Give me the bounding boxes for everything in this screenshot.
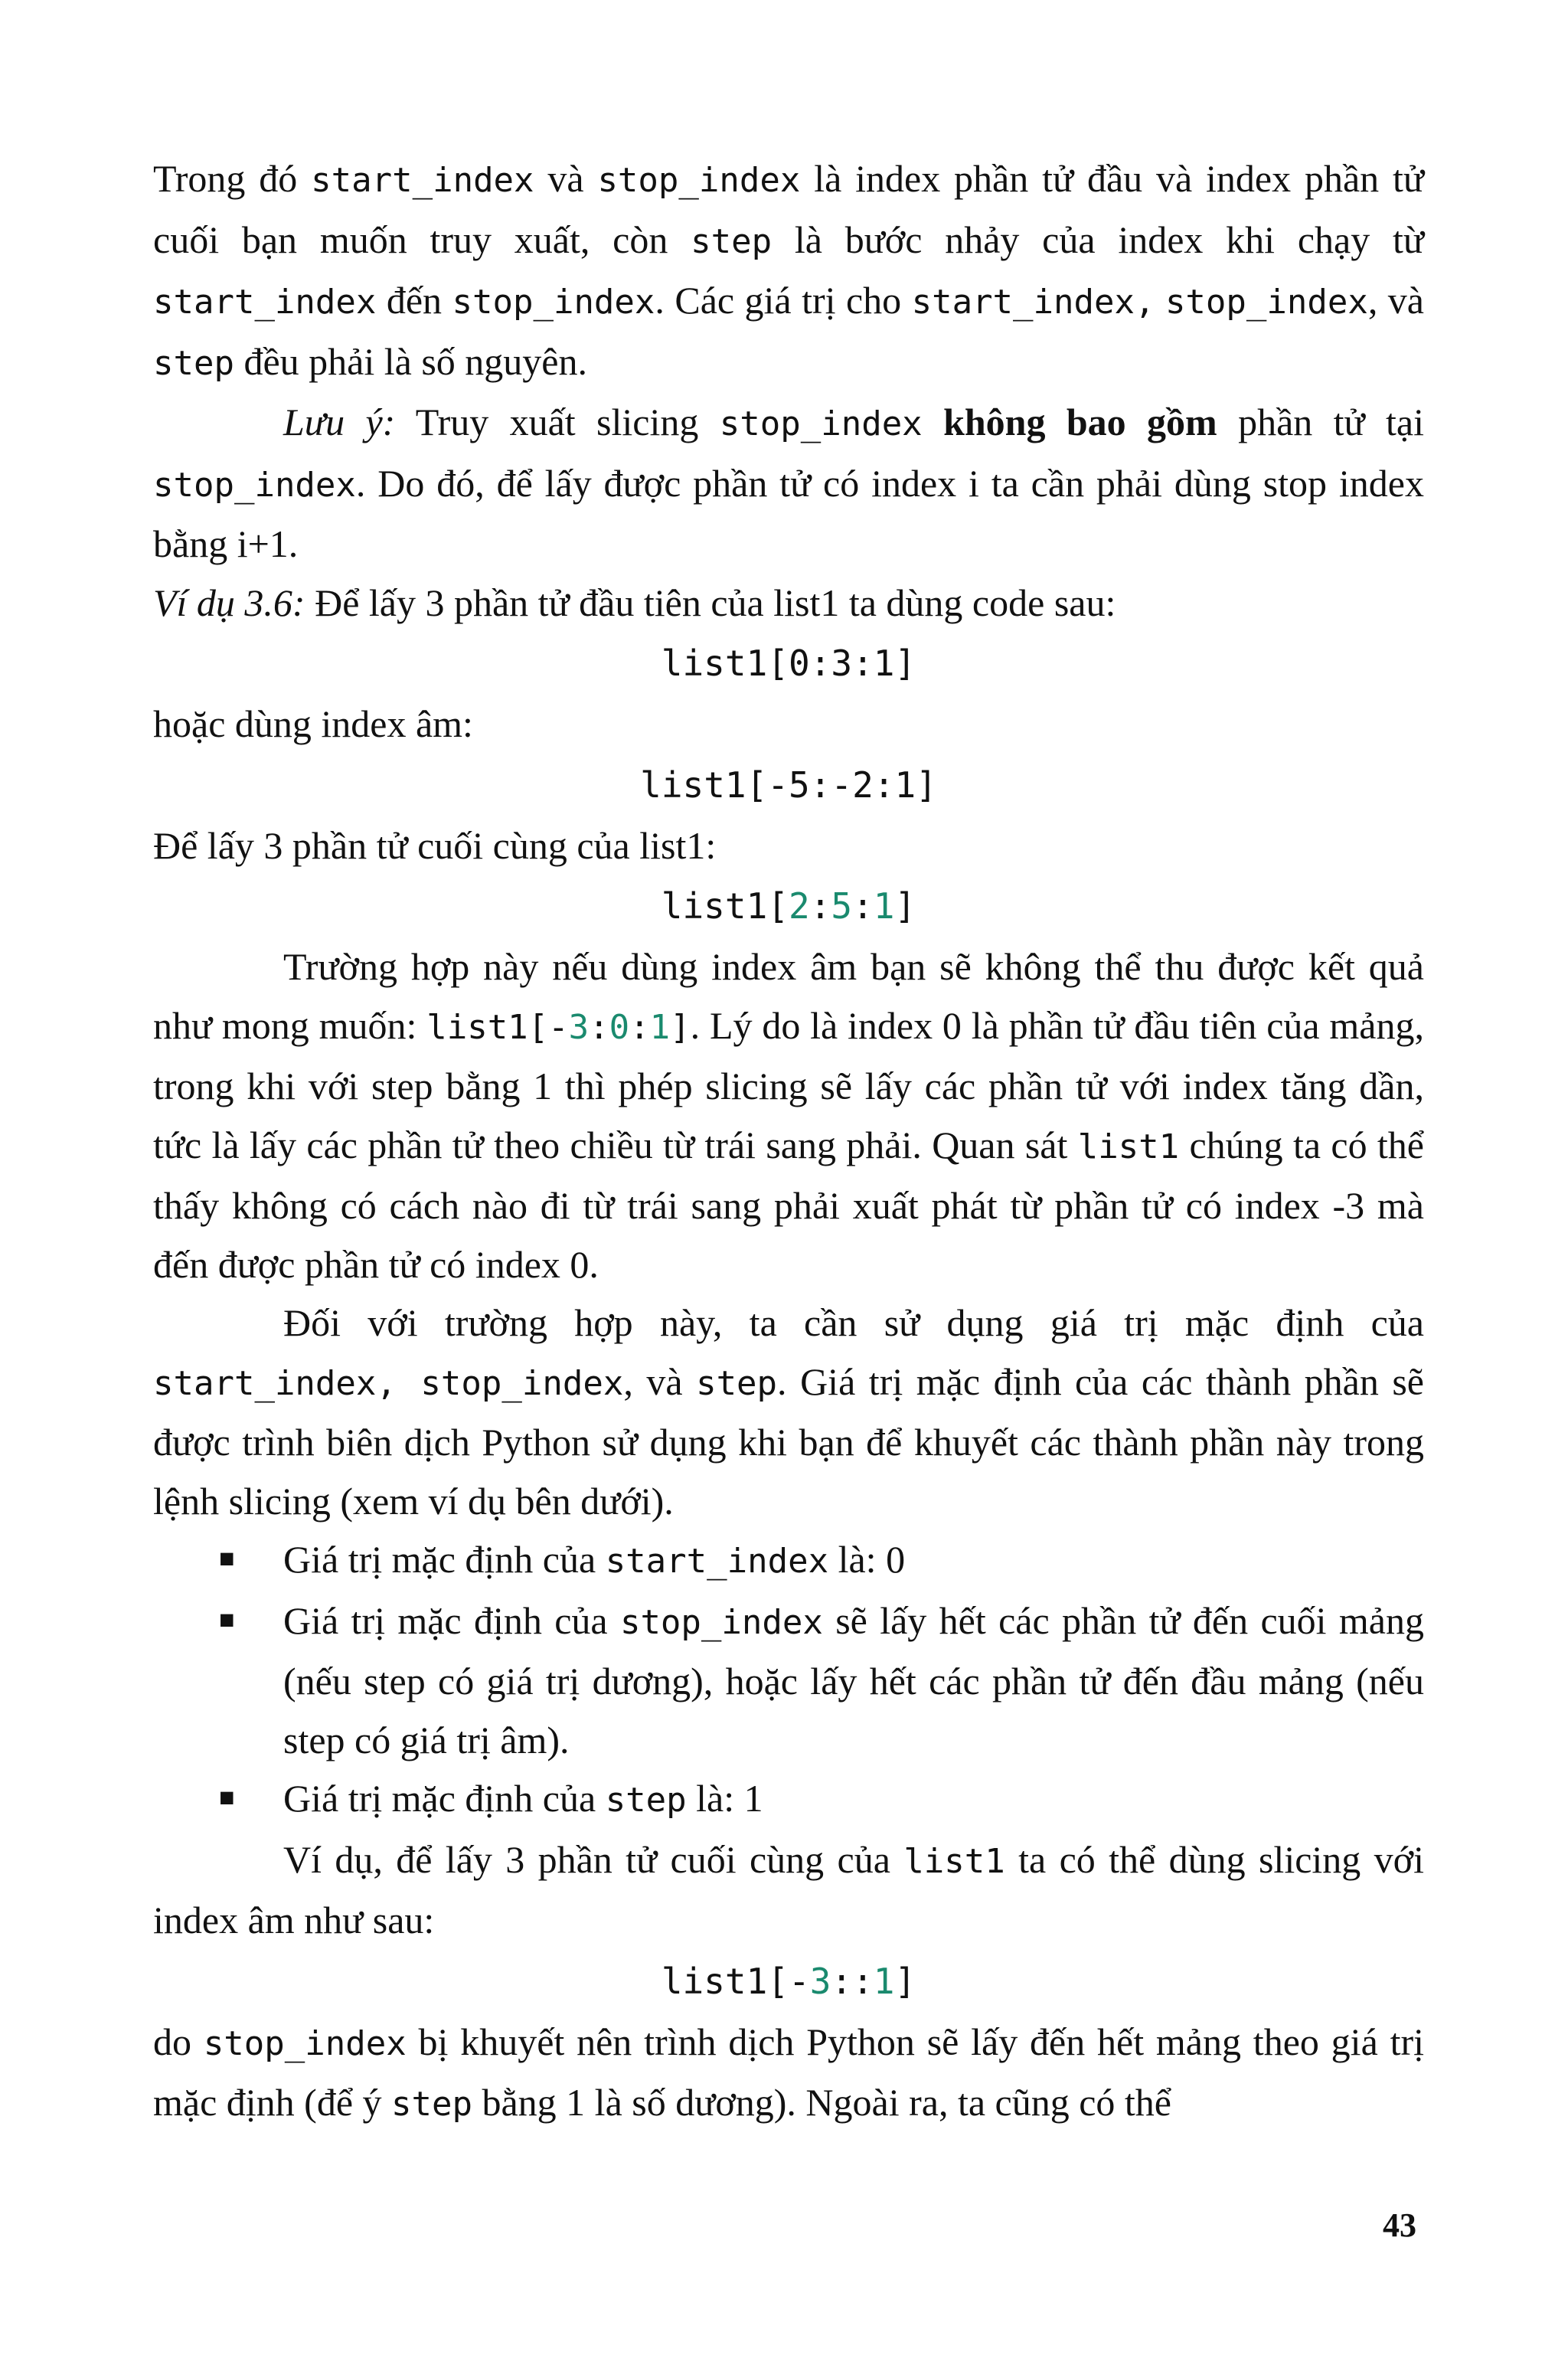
- text-span: đều phải là số nguyên.: [234, 339, 587, 383]
- paragraph-explanation: [153, 2013, 1424, 2134]
- text-span: Truy xuất slicing: [395, 401, 720, 443]
- code-token: list1[-: [661, 1960, 810, 2002]
- code-token: list1[: [661, 885, 789, 927]
- text-span: [1155, 279, 1165, 322]
- list-item: [153, 1769, 1424, 1830]
- bold-text: không bao gồm: [943, 401, 1217, 443]
- text-span: là index phần tử đầu và index phần tử cuối bạn muốn truy xuất, còn: [153, 157, 1424, 261]
- inline-code: start_index: [311, 161, 534, 200]
- example-label: Ví dụ 3.6:: [153, 581, 305, 624]
- bullet-icon: ■: [219, 1605, 235, 1634]
- note-label: Lưu ý:: [283, 401, 396, 443]
- text-span: , và: [623, 1359, 697, 1403]
- code-number: 2: [788, 885, 810, 927]
- code-token: ::: [831, 1960, 874, 2002]
- text-span: bằng 1 là số dương). Ngoài ra, ta cũng có thể: [472, 2081, 1171, 2124]
- paragraph-or-negative: hoặc dùng index âm:: [153, 702, 473, 745]
- code-token: list1[-: [426, 1007, 569, 1047]
- paragraph-slicing-definition: [153, 149, 1424, 393]
- paragraph-default-values: [153, 1294, 1424, 1530]
- code-number: 1: [873, 885, 895, 927]
- code-token: ]: [894, 643, 916, 684]
- text-span: . Do đó, để lấy được phần tử có index i ta cần phải dùng stop index bằng i+1.: [153, 461, 1424, 565]
- code-token: :: [629, 1007, 650, 1047]
- inline-code: list1: [1077, 1127, 1180, 1166]
- inline-code: stop_index: [719, 404, 923, 443]
- text-span: là: 1: [686, 1777, 763, 1820]
- paragraph-example: [153, 574, 1424, 633]
- inline-code: step: [391, 2085, 472, 2124]
- text-span: chúng ta có thể thấy không có cách nào đi từ trái sang phải xuất phát từ phần tử có index -3 mà đến được phần tử có index 0.: [153, 1123, 1425, 1286]
- text-span: sẽ lấy hết các phần tử đến cuối mảng (nếu step có giá trị dương), hoặc lấy hết các phần tử đến đầu mảng (nếu step có giá trị âm).: [283, 1598, 1424, 1761]
- code-number: 3: [568, 1007, 590, 1047]
- code-token: list1[: [661, 643, 789, 684]
- text-span: đến: [376, 279, 452, 322]
- text-span: [923, 401, 943, 443]
- code-token: :: [809, 885, 831, 927]
- text-span: . Giá trị mặc định của các thành phần sẽ được trình biên dịch Python sử dụng khi bạn để khuyết các thành phần này trong lệnh slicing (xem ví dụ bên dưới).: [153, 1359, 1424, 1523]
- code-block-last-three: [153, 875, 1424, 937]
- code-token: ]: [894, 1960, 916, 2002]
- inline-code: stop_index: [597, 161, 801, 200]
- inline-code: step: [696, 1363, 778, 1403]
- text-span: Trường hợp này nếu dùng index âm bạn sẽ không thể thu được kết quả như mong muốn:: [153, 945, 1424, 1047]
- text-span: Để lấy 3 phần tử đầu tiên của list1 ta dùng code sau:: [305, 581, 1116, 624]
- text-span: là bước nhảy của index khi chạy từ: [772, 218, 1424, 261]
- code-number: 3: [809, 1960, 831, 2002]
- inline-code: list1: [903, 1841, 1005, 1881]
- inline-code: stop_index: [1165, 283, 1368, 322]
- inline-code: start_index, stop_index: [153, 1363, 624, 1403]
- code-token: ]: [894, 885, 916, 927]
- text-span: Đối với trường hợp này, ta cần sử dụng giá trị mặc định của: [283, 1301, 1424, 1344]
- inline-code: stop_index: [153, 465, 356, 505]
- code-token: ]: [670, 1007, 691, 1047]
- code-block-default-stop: [153, 1950, 1424, 2013]
- text-span: là: 0: [828, 1538, 906, 1581]
- inline-code: stop_index: [619, 1602, 823, 1642]
- text-span: phần tử tại: [1217, 401, 1424, 443]
- paragraph-note: [153, 393, 1424, 574]
- list-item: [153, 1530, 1424, 1591]
- code-block-first-three: [153, 632, 1424, 695]
- code-number: 5: [831, 885, 853, 927]
- bullet-icon: ■: [219, 1784, 235, 1812]
- bullet-icon: ■: [219, 1545, 235, 1573]
- page-body: [153, 149, 1424, 2134]
- text-span: Giá trị mặc định của: [283, 1598, 620, 1642]
- code-token: :: [852, 643, 874, 684]
- text-span: Giá trị mặc định của: [283, 1777, 606, 1820]
- inline-code: step: [153, 343, 234, 383]
- inline-code: step: [691, 221, 773, 261]
- default-values-list: [153, 1530, 1424, 1830]
- text-span: bị khuyết nên trình dịch Python sẽ lấy đến hết mảng theo giá trị mặc định (để ý: [153, 2020, 1424, 2124]
- code-number: 1: [649, 1007, 671, 1047]
- inline-code: step: [605, 1781, 687, 1820]
- code-token: :: [852, 885, 874, 927]
- text-span: và: [534, 157, 598, 200]
- code-token: 3: [831, 643, 853, 684]
- paragraph-last-three: Để lấy 3 phần tử cuối cùng của list1:: [153, 823, 717, 867]
- list-item: [153, 1591, 1424, 1770]
- inline-code: start_index: [605, 1542, 829, 1581]
- text-span: . Lý do là index 0 là phần tử đầu tiên của mảng, trong khi với step bằng 1 thì phép slicing sẽ lấy các phần tử với index tăng dần, tức là lấy các phần tử theo chiều từ trái sang phải. Quan sát: [153, 1003, 1424, 1166]
- code-token: 0: [788, 643, 810, 684]
- inline-code: start_index: [153, 283, 377, 322]
- code-token: :: [809, 643, 831, 684]
- code-number: 0: [609, 1007, 630, 1047]
- inline-code: [426, 1008, 690, 1047]
- code-number: 1: [873, 1960, 895, 2002]
- inline-code: stop_index: [203, 2023, 407, 2063]
- paragraph-negative-issue: [153, 937, 1424, 1294]
- text-span: Trong đó: [153, 157, 312, 200]
- text-span: Ví dụ, để lấy 3 phần tử cuối cùng của: [283, 1837, 904, 1881]
- text-span: . Các giá trị cho: [655, 279, 912, 322]
- code-token: :: [589, 1007, 609, 1047]
- text-span: Giá trị mặc định của: [283, 1538, 606, 1581]
- code-block-negative-index: list1[-5:-2:1]: [640, 764, 937, 806]
- inline-code: start_index,: [911, 283, 1155, 322]
- paragraph-example-negative: [153, 1830, 1424, 1950]
- page-number: 43: [1383, 2206, 1416, 2244]
- text-span: do: [153, 2020, 204, 2063]
- text-span: , và: [1367, 279, 1424, 322]
- code-token: 1: [873, 643, 895, 684]
- text-span: ta có thể dùng slicing với index âm như sau:: [153, 1837, 1424, 1941]
- inline-code: stop_index: [452, 283, 655, 322]
